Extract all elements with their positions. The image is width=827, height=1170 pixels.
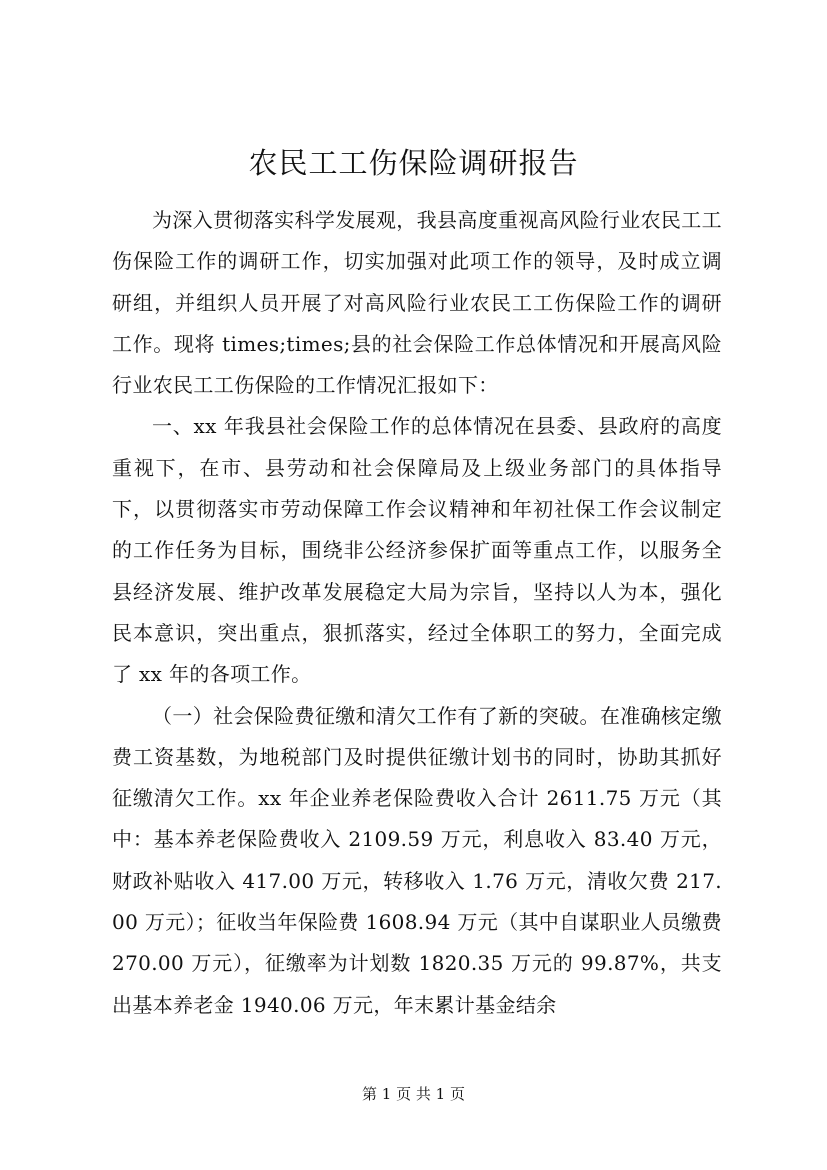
document-body	[112, 200, 722, 1026]
paragraph-intro: 为深入贯彻落实科学发展观，我县高度重视高风险行业农民工工伤保险工作的调研工作，切实加强对此项工作的领导，及时成立调研组，并组织人员开展了对高风险行业农民工工伤保险工作的调研工作。现将 times;times;县的社会保险工作总体情况和开展高风险行业农民工工伤保险的工作情况汇报如下：	[112, 208, 722, 398]
paragraph-subsection-one: （一）社会保险费征缴和清欠工作有了新的突破。在准确核定缴费工资基数，为地税部门及时提供征缴计划书的同时，协助其抓好征缴清欠工作。xx 年企业养老保险费收入合计 2611.75 万元（其中：基本养老保险费收入 2109.59 万元，利息收入 83.40 万元，财政补贴收入 417.00 万元，转移收入 1.76 万元，清收欠费 217.00 万元）；征收当年保险费 1608.94 万元（其中自谋职业人员缴费 270.00 万元），征缴率为计划数 1820.35 万元的 99.87%，共支出基本养老金 1940.06 万元，年末累计基金结余	[112, 703, 722, 1017]
paragraph-section-one: 一、xx 年我县社会保险工作的总体情况在县委、县政府的高度重视下，在市、县劳动和社会保障局及上级业务部门的具体指导下，以贯彻落实市劳动保障工作会议精神和年初社保工作会议制定的工作任务为目标，围绕非公经济参保扩面等重点工作，以服务全县经济发展、维护改革发展稳定大局为宗旨，坚持以人为本，强化民本意识，突出重点，狠抓落实，经过全体职工的努力，全面完成了 xx 年的各项工作。	[112, 414, 722, 687]
document-title: 农民工工伤保险调研报告	[248, 146, 579, 180]
page-footer: 第 1 页 共 1 页	[362, 1085, 465, 1103]
